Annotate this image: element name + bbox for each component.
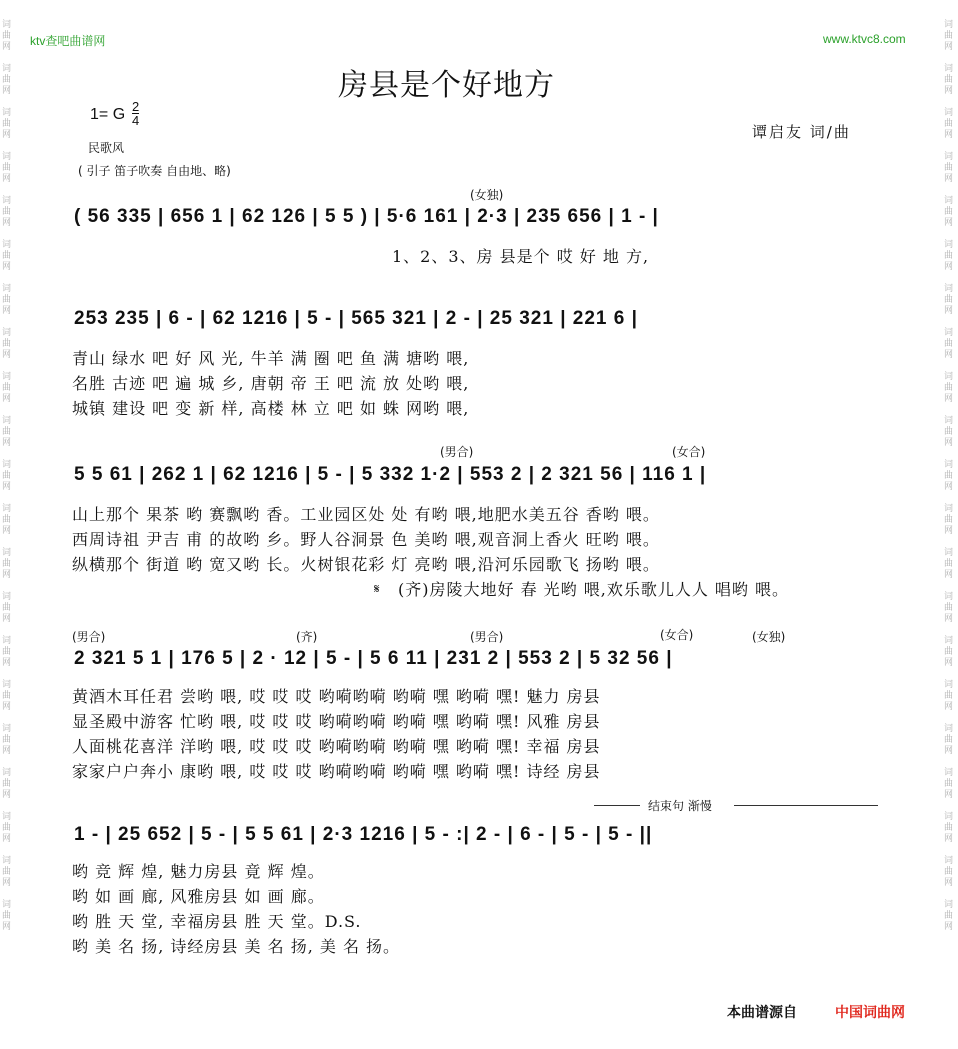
side-watermark-glyph: 词 曲 网 bbox=[944, 460, 954, 492]
side-watermark-glyph: 词 曲 网 bbox=[944, 64, 954, 96]
lyric-line: 纵横那个 街道 哟 宽又哟 长。火树银花彩 灯 亮哟 喂,沿河乐园歌飞 扬哟 喂。 bbox=[72, 555, 660, 574]
annotation: (男合) bbox=[72, 630, 106, 644]
lyric-line: (齐)房陵大地好 春 光哟 喂,欢乐歌儿人人 唱哟 喂。 bbox=[398, 580, 790, 599]
annotation: (女独) bbox=[470, 188, 504, 202]
lyric-line: 1、2、3、房 县是个 哎 好 地 方, bbox=[392, 247, 650, 266]
lyric-line: 青山 绿水 吧 好 风 光, 牛羊 满 圈 吧 鱼 满 塘哟 喂, bbox=[72, 349, 470, 368]
lyric-line: 哟 胜 天 堂, 幸福房县 胜 天 堂。D.S. bbox=[72, 912, 362, 931]
side-watermark-glyph: 词 曲 网 bbox=[944, 724, 954, 756]
footer-source-name: 中国词曲网 bbox=[835, 1005, 905, 1021]
annotation: (男合) bbox=[440, 445, 474, 459]
lyric-line: 哟 如 画 廊, 风雅房县 如 画 廊。 bbox=[72, 887, 325, 906]
intro-note: ( 引子 笛子吹奏 自由地、略) bbox=[78, 164, 231, 178]
side-watermark-glyph: 词 曲 网 bbox=[944, 680, 954, 712]
side-watermark-glyph: 词 曲 网 bbox=[2, 240, 12, 272]
annotation: (齐) bbox=[296, 630, 318, 644]
ending-bracket-right bbox=[734, 805, 878, 806]
side-watermark-glyph: 词 曲 网 bbox=[944, 768, 954, 800]
lyric-line: 哟 竞 辉 煌, 魅力房县 竟 辉 煌。 bbox=[72, 862, 325, 881]
lyric-line: 山上那个 果茶 哟 赛飘哟 香。工业园区处 处 有哟 喂,地肥水美五谷 香哟 喂。 bbox=[72, 505, 660, 524]
side-watermark-glyph: 词 曲 网 bbox=[2, 680, 12, 712]
side-watermark-glyph: 词 曲 网 bbox=[2, 152, 12, 184]
lyric-line: 家家户户奔小 康哟 喂, 哎 哎 哎 哟嗬哟嗬 哟嗬 嘿 哟嗬 嘿! 诗经 房县 bbox=[72, 762, 601, 781]
side-watermark-glyph: 词 曲 网 bbox=[2, 64, 12, 96]
side-watermark-glyph: 词 曲 网 bbox=[944, 592, 954, 624]
page-title: 房县是个好地方 bbox=[338, 68, 555, 103]
side-watermark-glyph: 词 曲 网 bbox=[2, 768, 12, 800]
lyric-line: 西周诗祖 尹吉 甫 的故哟 乡。野人谷洞景 色 美哟 喂,观音洞上香火 旺哟 喂。 bbox=[72, 530, 660, 549]
side-watermark-glyph: 词 曲 网 bbox=[944, 196, 954, 228]
notation-row: 2 321 5 1 | 176 5 | 2 · 12 | 5 - | 5 6 11 | 231 2 | 553 2 | 5 32 56 | bbox=[74, 648, 673, 669]
segno-icon: 𝄋 bbox=[374, 582, 380, 597]
side-watermark-glyph: 词 曲 网 bbox=[2, 592, 12, 624]
side-watermark-glyph: 词 曲 网 bbox=[944, 152, 954, 184]
side-watermark-glyph: 词 曲 网 bbox=[944, 284, 954, 316]
side-watermark-glyph: 词 曲 网 bbox=[2, 284, 12, 316]
style-label: 民歌风 bbox=[88, 141, 125, 155]
side-watermark-glyph: 词 曲 网 bbox=[944, 240, 954, 272]
side-watermark-glyph: 词 曲 网 bbox=[944, 900, 954, 932]
side-watermark-glyph: 词 曲 网 bbox=[2, 20, 12, 52]
side-watermark-glyph: 词 曲 网 bbox=[944, 636, 954, 668]
side-watermark-glyph: 词 曲 网 bbox=[2, 328, 12, 360]
annotation: 结束句 渐慢 bbox=[648, 799, 712, 813]
side-watermark-glyph: 词 曲 网 bbox=[944, 20, 954, 52]
side-watermark-glyph: 词 曲 网 bbox=[2, 504, 12, 536]
key-signature: 1= G bbox=[90, 106, 126, 123]
lyric-line: 城镇 建设 吧 变 新 样, 高楼 林 立 吧 如 蛛 网哟 喂, bbox=[72, 399, 470, 418]
side-watermark-glyph: 词 曲 网 bbox=[2, 372, 12, 404]
right-watermark: www.ktvc8.com bbox=[823, 32, 906, 46]
annotation: (女独) bbox=[752, 630, 786, 644]
side-watermark-glyph: 词 曲 网 bbox=[944, 504, 954, 536]
footer-source-label: 本曲谱源自 bbox=[727, 1005, 797, 1021]
right-watermark-column bbox=[944, 20, 958, 944]
annotation: (男合) bbox=[470, 630, 504, 644]
lyric-line: 哟 美 名 扬, 诗经房县 美 名 扬, 美 名 扬。 bbox=[72, 937, 401, 956]
notation-row: 5 5 61 | 262 1 | 62 1216 | 5 - | 5 332 1·2 | 553 2 | 2 321 56 | 116 1 | bbox=[74, 464, 707, 485]
side-watermark-glyph: 词 曲 网 bbox=[944, 416, 954, 448]
annotation: (女合) bbox=[660, 628, 694, 642]
side-watermark-glyph: 词 曲 网 bbox=[2, 812, 12, 844]
notation-row: ( 56 335 | 656 1 | 62 126 | 5 5 ) | 5·6 161 | 2·3 | 235 656 | 1 - | bbox=[74, 206, 659, 227]
time-signature: 2 4 bbox=[132, 99, 140, 128]
side-watermark-glyph: 词 曲 网 bbox=[2, 548, 12, 580]
side-watermark-glyph: 词 曲 网 bbox=[2, 460, 12, 492]
lyric-line: 名胜 古迹 吧 遍 城 乡, 唐朝 帝 王 吧 流 放 处哟 喂, bbox=[72, 374, 470, 393]
side-watermark-glyph: 词 曲 网 bbox=[944, 856, 954, 888]
lyric-line: 黄酒木耳任君 尝哟 喂, 哎 哎 哎 哟嗬哟嗬 哟嗬 嘿 哟嗬 嘿! 魅力 房县 bbox=[72, 687, 601, 706]
side-watermark-glyph: 词 曲 网 bbox=[944, 108, 954, 140]
notation-row: 253 235 | 6 - | 62 1216 | 5 - | 565 321 | 2 - | 25 321 | 221 6 | bbox=[74, 308, 638, 329]
notation-row: 1 - | 25 652 | 5 - | 5 5 61 | 2·3 1216 | 5 - :| 2 - | 6 - | 5 - | 5 - || bbox=[74, 824, 653, 845]
side-watermark-glyph: 词 曲 网 bbox=[2, 856, 12, 888]
side-watermark-glyph: 词 曲 网 bbox=[944, 812, 954, 844]
side-watermark-glyph: 词 曲 网 bbox=[2, 636, 12, 668]
left-watermark: ktv查吧曲谱网 bbox=[30, 34, 106, 48]
lyric-line: 显圣殿中游客 忙哟 喂, 哎 哎 哎 哟嗬哟嗬 哟嗬 嘿 哟嗬 嘿! 风雅 房县 bbox=[72, 712, 601, 731]
side-watermark-glyph: 词 曲 网 bbox=[2, 196, 12, 228]
lyric-line: 人面桃花喜洋 洋哟 喂, 哎 哎 哎 哟嗬哟嗬 哟嗬 嘿 哟嗬 嘿! 幸福 房县 bbox=[72, 737, 601, 756]
left-watermark-column bbox=[2, 20, 16, 944]
side-watermark-glyph: 词 曲 网 bbox=[944, 548, 954, 580]
side-watermark-glyph: 词 曲 网 bbox=[2, 108, 12, 140]
side-watermark-glyph: 词 曲 网 bbox=[2, 416, 12, 448]
ending-bracket-left bbox=[594, 805, 640, 806]
side-watermark-glyph: 词 曲 网 bbox=[944, 328, 954, 360]
side-watermark-glyph: 词 曲 网 bbox=[944, 372, 954, 404]
author-credit: 谭启友 词/曲 bbox=[752, 123, 851, 141]
side-watermark-glyph: 词 曲 网 bbox=[2, 900, 12, 932]
side-watermark-glyph: 词 曲 网 bbox=[2, 724, 12, 756]
annotation: (女合) bbox=[672, 445, 706, 459]
